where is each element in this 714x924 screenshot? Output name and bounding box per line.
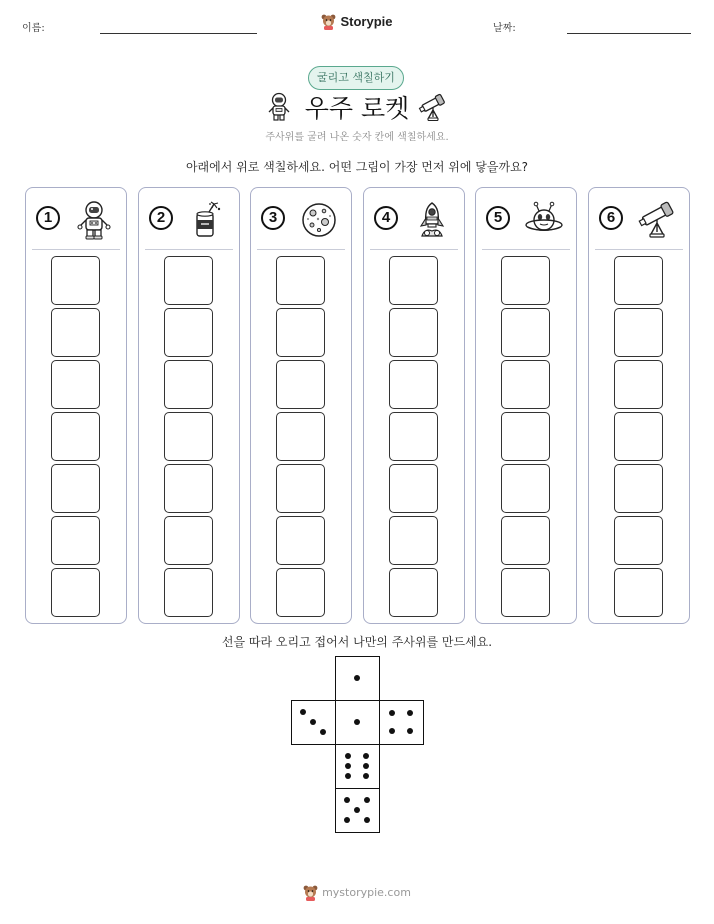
dice-pip: [363, 763, 369, 769]
dice-pip: [320, 729, 326, 735]
subtitle: 주사위를 굴려 나온 숫자 칸에 색칠하세요.: [265, 132, 449, 143]
dice-pip: [407, 710, 413, 716]
color-cell[interactable]: [164, 516, 213, 565]
color-cell[interactable]: [614, 360, 663, 409]
soda-can-icon: [187, 200, 227, 240]
dice-pip: [354, 807, 360, 813]
color-cell[interactable]: [614, 464, 663, 513]
color-cell[interactable]: [164, 412, 213, 461]
dice-pip: [310, 719, 316, 725]
dice-face-5: [335, 788, 380, 833]
dice-pip: [354, 719, 360, 725]
color-cell[interactable]: [614, 256, 663, 305]
column-divider: [482, 249, 570, 250]
dice-pip: [389, 710, 395, 716]
color-cell[interactable]: [501, 568, 550, 617]
dice-face-6: [335, 744, 380, 789]
telescope-icon: [637, 200, 677, 240]
color-cell[interactable]: [276, 516, 325, 565]
column-4: [363, 187, 465, 624]
dice-pip: [300, 709, 306, 715]
dice-face-1: [335, 700, 380, 745]
number-circle: 4: [374, 206, 398, 230]
color-cell[interactable]: [164, 256, 213, 305]
color-cell[interactable]: [389, 516, 438, 565]
moon-icon: [299, 200, 339, 240]
color-cell[interactable]: [501, 516, 550, 565]
date-label: 날짜:: [493, 23, 516, 34]
color-cell[interactable]: [276, 412, 325, 461]
dice-pip: [364, 817, 370, 823]
astronaut-icon: [74, 200, 114, 240]
date-line[interactable]: [567, 33, 691, 34]
color-cell[interactable]: [501, 464, 550, 513]
column-5: [475, 187, 577, 624]
color-cell[interactable]: [501, 412, 550, 461]
bear-mascot-icon: [303, 884, 318, 901]
dice-face-3: [291, 700, 336, 745]
dice-pip: [407, 728, 413, 734]
color-cell[interactable]: [389, 464, 438, 513]
number-circle: 3: [261, 206, 285, 230]
bear-mascot-icon: [321, 13, 336, 30]
number-circle: 1: [36, 206, 60, 230]
number-circle: 6: [599, 206, 623, 230]
color-cell[interactable]: [276, 360, 325, 409]
dice-pip: [345, 773, 351, 779]
activity-badge: 굴리고 색칠하기: [308, 66, 404, 90]
color-cell[interactable]: [614, 516, 663, 565]
dice-pip: [345, 753, 351, 759]
color-cell[interactable]: [614, 568, 663, 617]
brand-logo: [0, 13, 714, 34]
color-cell[interactable]: [389, 308, 438, 357]
color-cell[interactable]: [276, 568, 325, 617]
color-cell[interactable]: [164, 308, 213, 357]
instruction-text: 아래에서 위로 색칠하세요. 어떤 그림이 가장 먼저 위에 닿을까요?: [185, 160, 529, 174]
column-divider: [595, 249, 683, 250]
color-cell[interactable]: [164, 568, 213, 617]
color-cell[interactable]: [51, 360, 100, 409]
color-cell[interactable]: [389, 360, 438, 409]
color-cell[interactable]: [164, 360, 213, 409]
color-cell[interactable]: [51, 568, 100, 617]
color-cell[interactable]: [164, 464, 213, 513]
column-divider: [257, 249, 345, 250]
color-cell[interactable]: [276, 256, 325, 305]
color-cell[interactable]: [276, 308, 325, 357]
column-divider: [145, 249, 233, 250]
page-title: 우주 로켓: [304, 94, 410, 123]
dice-pip: [344, 817, 350, 823]
color-cell[interactable]: [501, 256, 550, 305]
color-cell[interactable]: [51, 308, 100, 357]
color-cell[interactable]: [51, 412, 100, 461]
dice-face-1: [335, 656, 380, 701]
column-divider: [370, 249, 458, 250]
alien-ufo-icon: [524, 200, 564, 240]
color-cell[interactable]: [614, 308, 663, 357]
color-cell[interactable]: [276, 464, 325, 513]
dice-pip: [363, 773, 369, 779]
column-divider: [32, 249, 120, 250]
dice-pip: [364, 797, 370, 803]
color-cell[interactable]: [614, 412, 663, 461]
column-1: [25, 187, 127, 624]
color-cell[interactable]: [501, 360, 550, 409]
dice-face-4: [379, 700, 424, 745]
name-label: 이름:: [22, 23, 45, 34]
color-cell[interactable]: [389, 568, 438, 617]
column-2: [138, 187, 240, 624]
color-cell[interactable]: [389, 412, 438, 461]
color-cell[interactable]: [389, 256, 438, 305]
color-cell[interactable]: [51, 464, 100, 513]
number-circle: 5: [486, 206, 510, 230]
footer-url[interactable]: mystorypie.com: [322, 886, 411, 899]
column-6: [588, 187, 690, 624]
number-circle: 2: [149, 206, 173, 230]
dice-caption: 선을 따라 오리고 접어서 나만의 주사위를 만드세요.: [221, 635, 493, 649]
dice-pip: [363, 753, 369, 759]
color-cell[interactable]: [501, 308, 550, 357]
dice-pip: [345, 763, 351, 769]
footer: [0, 884, 714, 905]
color-cell[interactable]: [51, 516, 100, 565]
dice-pip: [389, 728, 395, 734]
telescope-icon: [418, 92, 448, 122]
column-3: [250, 187, 352, 624]
rocket-icon: [412, 200, 452, 240]
color-cell[interactable]: [51, 256, 100, 305]
dice-pip: [354, 675, 360, 681]
brand-name: Storypie: [340, 14, 393, 29]
dice-pip: [344, 797, 350, 803]
